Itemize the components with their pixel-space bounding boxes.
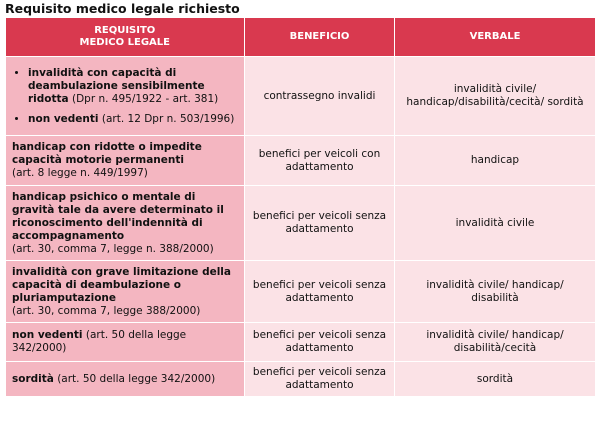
- requisito-reference: (art. 8 legge n. 449/1997): [12, 167, 148, 179]
- requisito-bold: sordità: [12, 372, 54, 385]
- table-row: [6, 323, 596, 362]
- table-header-row: [6, 18, 596, 57]
- table-row: [6, 136, 596, 186]
- requisito-bold: handicap con ridotte o impedite capacità motorie permanenti: [12, 141, 202, 166]
- requisito-cell: [6, 57, 245, 136]
- verbale-cell: invalidità civile/ handicap/ disabilità/cecità: [395, 323, 596, 362]
- requisito-reference: (art. 50 della legge 342/2000): [53, 372, 216, 385]
- table-row: [6, 186, 596, 261]
- requisito-bold: invalidità con grave limitazione della capacità di deambulazione o pluriamputazione: [12, 265, 231, 304]
- requisito-reference: (art. 12 Dpr n. 503/1996): [98, 112, 235, 125]
- beneficio-cell: contrassegno invalidi: [245, 57, 395, 136]
- list-item: [28, 67, 238, 106]
- requisito-bold: non vedenti: [12, 329, 83, 341]
- table-row: [6, 362, 596, 397]
- table-row: [6, 57, 596, 136]
- requisito-reference: (Dpr n. 495/1922 - art. 381): [68, 92, 219, 105]
- requisito-reference: (art. 50 della legge 342/2000): [12, 329, 187, 354]
- requisito-cell: [6, 261, 245, 323]
- requisito-cell: [6, 136, 245, 186]
- table-row: [6, 261, 596, 323]
- requisito-bold: invalidità con capacità di deambulazione sensibilmente ridotta: [28, 66, 205, 105]
- header-requisito: [6, 18, 245, 57]
- requisito-cell: [6, 186, 245, 261]
- requisito-list: [12, 67, 238, 126]
- beneficio-cell: benefici per veicoli senza adattamento: [245, 323, 395, 362]
- header-verbale: VERBALE: [395, 18, 596, 57]
- header-requisito-line1: REQUISITO: [94, 25, 156, 36]
- table-caption: Requisito medico legale richiesto: [5, 1, 240, 16]
- requisito-bold: non vedenti: [28, 112, 99, 125]
- beneficio-cell: benefici per veicoli senza adattamento: [245, 362, 395, 397]
- beneficio-cell: benefici per veicoli senza adattamento: [245, 261, 395, 323]
- requirements-table: [5, 17, 596, 397]
- header-beneficio: BENEFICIO: [245, 18, 395, 57]
- verbale-cell: handicap: [395, 136, 596, 186]
- requisito-cell: [6, 323, 245, 362]
- requisito-reference: (art. 30, comma 7, legge n. 388/2000): [12, 242, 214, 255]
- requisito-reference: (art. 30, comma 7, legge 388/2000): [12, 304, 201, 317]
- beneficio-cell: benefici per veicoli con adattamento: [245, 136, 395, 186]
- beneficio-cell: benefici per veicoli senza adattamento: [245, 186, 395, 261]
- verbale-cell: sordità: [395, 362, 596, 397]
- verbale-cell: invalidità civile/ handicap/ disabilità: [395, 261, 596, 323]
- verbale-cell: invalidità civile: [395, 186, 596, 261]
- verbale-cell: invalidità civile/ handicap/disabilità/cecità/ sordità: [395, 57, 596, 136]
- requisito-bold: handicap psichico o mentale di gravità tale da avere determinato il riconoscimento dell'indennità di accompagnamento: [12, 190, 224, 242]
- header-requisito-line2: MEDICO LEGALE: [79, 37, 170, 48]
- list-item: [28, 113, 238, 126]
- requisito-cell: [6, 362, 245, 397]
